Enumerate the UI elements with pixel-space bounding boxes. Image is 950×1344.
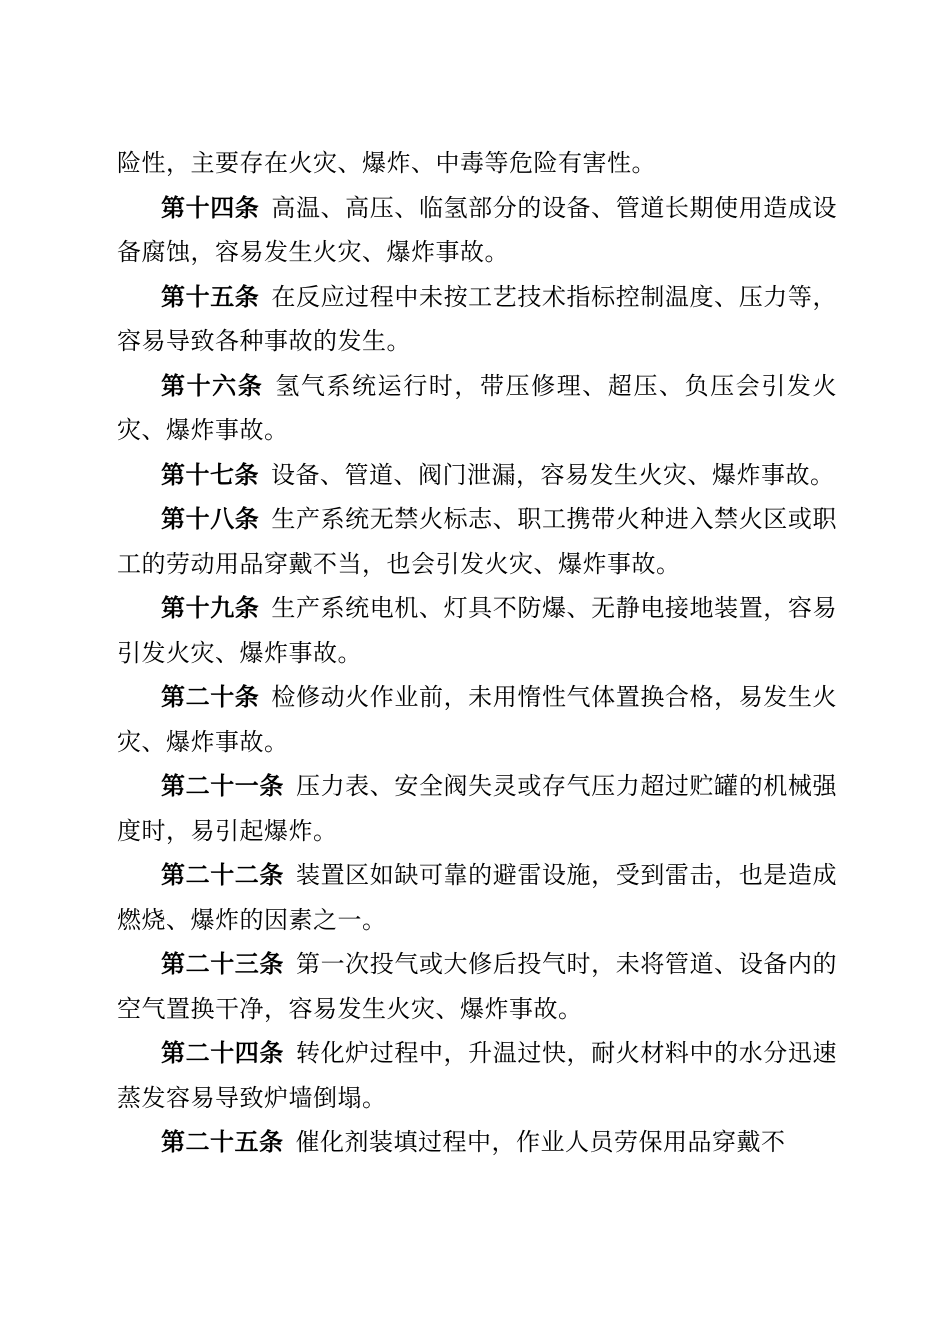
article-text: 生产系统无禁火标志、职工携带火种进入禁火区或职工的劳动用品穿戴不当，也会引发火灾、爆炸事故。 bbox=[117, 505, 838, 578]
article-text: 检修动火作业前，未用惰性气体置换合格，易发生火灾、爆炸事故。 bbox=[117, 683, 838, 756]
article-number: 第二十三条 bbox=[161, 950, 284, 978]
article-16 bbox=[117, 364, 837, 453]
article-text: 第一次投气或大修后投气时，未将管道、设备内的空气置换干净，容易发生火灾、爆炸事故。 bbox=[117, 950, 838, 1023]
article-number: 第二十条 bbox=[161, 683, 260, 711]
article-text: 压力表、安全阀失灵或存气压力超过贮罐的机械强度时，易引起爆炸。 bbox=[117, 772, 838, 845]
article-text: 转化炉过程中，升温过快，耐火材料中的水分迅速蒸发容易导致炉墙倒塌。 bbox=[117, 1039, 838, 1112]
article-text: 在反应过程中未按工艺技术指标控制温度、压力等，容易导致各种事故的发生。 bbox=[117, 282, 838, 355]
article-text: 高温、高压、临氢部分的设备、管道长期使用造成设备腐蚀，容易发生火灾、爆炸事故。 bbox=[117, 193, 838, 266]
article-text: 设备、管道、阀门泄漏，容易发生火灾、爆炸事故。 bbox=[271, 460, 835, 489]
article-number: 第二十一条 bbox=[161, 772, 284, 800]
article-text: 氢气系统运行时，带压修理、超压、负压会引发火灾、爆炸事故。 bbox=[117, 371, 838, 444]
article-24 bbox=[117, 1031, 837, 1120]
continuation-paragraph: 险性，主要存在火灾、爆炸、中毒等危险有害性。 bbox=[117, 149, 656, 177]
article-text: 装置区如缺可靠的避雷设施，受到雷击，也是造成燃烧、爆炸的因素之一。 bbox=[117, 861, 838, 934]
article-number: 第十九条 bbox=[161, 594, 260, 622]
article-17 bbox=[117, 453, 837, 498]
article-number: 第二十二条 bbox=[161, 861, 284, 889]
article-19 bbox=[117, 586, 837, 675]
article-20 bbox=[117, 675, 837, 764]
article-14 bbox=[117, 186, 837, 275]
article-25 bbox=[117, 1120, 837, 1165]
article-23 bbox=[117, 942, 837, 1031]
article-number: 第二十五条 bbox=[161, 1128, 284, 1156]
article-number: 第十七条 bbox=[161, 460, 259, 489]
article-22 bbox=[117, 853, 837, 942]
article-number: 第十八条 bbox=[161, 505, 260, 533]
article-text: 催化剂装填过程中，作业人员劳保用品穿戴不 bbox=[295, 1128, 786, 1156]
article-number: 第二十四条 bbox=[161, 1039, 284, 1067]
article-number: 第十四条 bbox=[161, 193, 260, 222]
article-number: 第十六条 bbox=[161, 371, 264, 400]
article-18 bbox=[117, 497, 837, 586]
article-21 bbox=[117, 764, 837, 853]
article-number: 第十五条 bbox=[161, 282, 260, 311]
document-page bbox=[117, 141, 837, 1165]
article-text: 生产系统电机、灯具不防爆、无静电接地装置，容易引发火灾、爆炸事故。 bbox=[117, 594, 838, 667]
article-15 bbox=[117, 275, 837, 364]
